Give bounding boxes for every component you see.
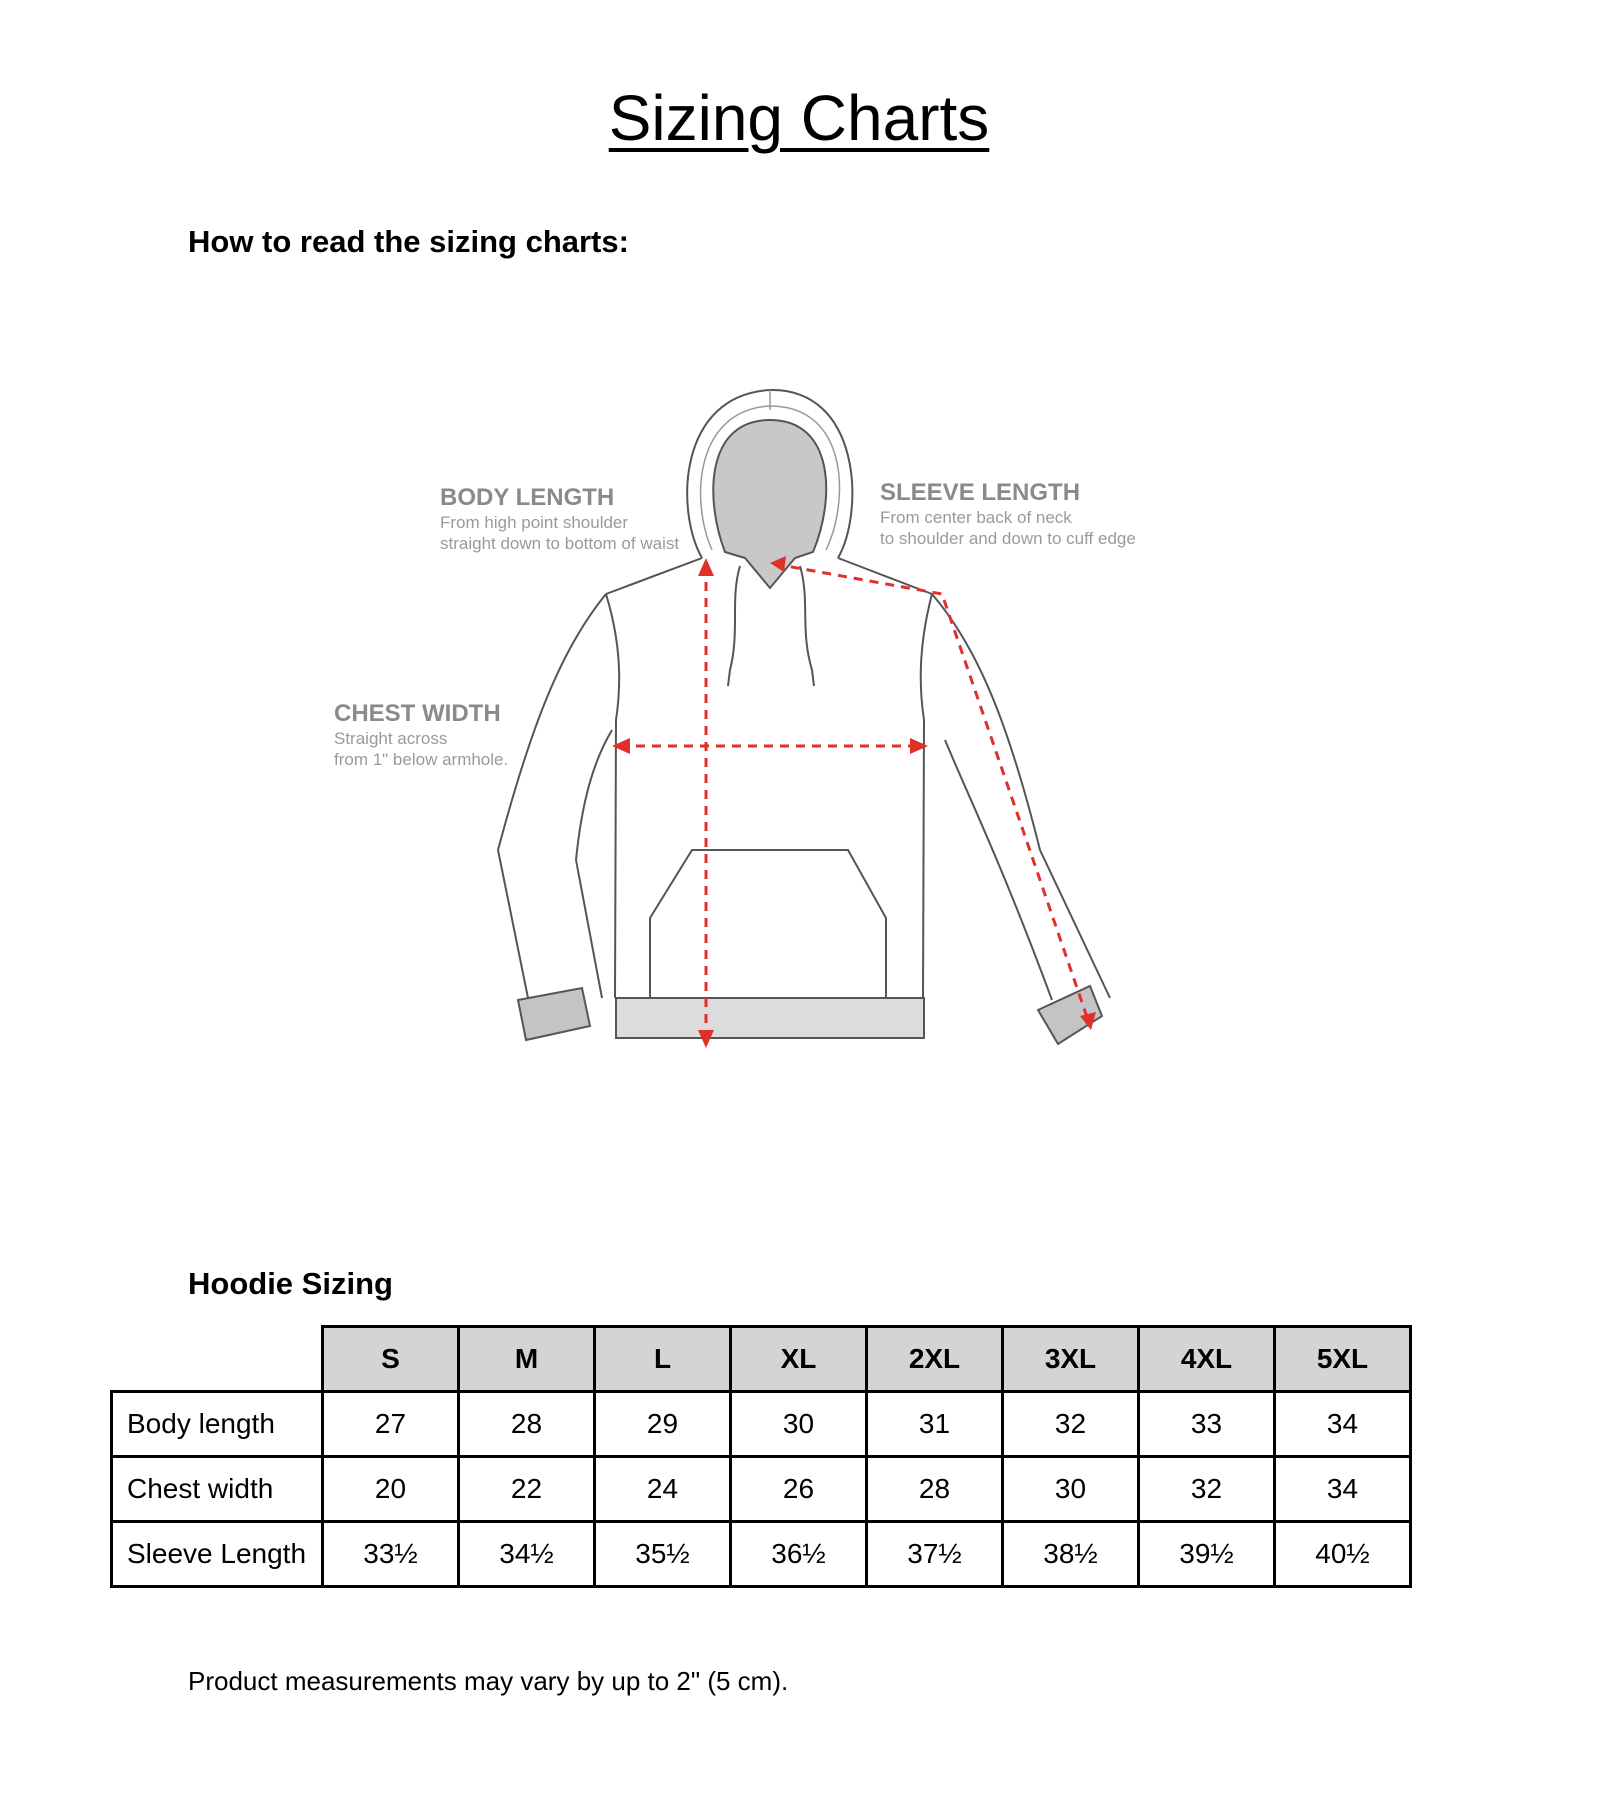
table-cell: 34½	[459, 1522, 595, 1587]
table-cell: 38½	[1003, 1522, 1139, 1587]
table-cell: 26	[731, 1457, 867, 1522]
chest-width-desc-2: from 1" below armhole.	[334, 750, 509, 769]
measurement-footnote: Product measurements may vary by up to 2" (5 cm).	[188, 1666, 789, 1696]
size-header: 5XL	[1275, 1327, 1411, 1392]
table-cell: 31	[867, 1392, 1003, 1457]
table-cell: 32	[1003, 1392, 1139, 1457]
chest-width-title: CHEST WIDTH	[334, 700, 501, 727]
table-row	[112, 1522, 1411, 1587]
size-header: XL	[731, 1327, 867, 1392]
body-length-desc-2: straight down to bottom of waist	[440, 534, 680, 553]
table-cell: 24	[595, 1457, 731, 1522]
body-length-desc-1: From high point shoulder	[440, 513, 629, 532]
row-label: Chest width	[112, 1457, 323, 1522]
table-cell: 28	[459, 1392, 595, 1457]
size-header: M	[459, 1327, 595, 1392]
table-cell: 28	[867, 1457, 1003, 1522]
size-header: 4XL	[1139, 1327, 1275, 1392]
page-title: Sizing Charts	[608, 82, 990, 154]
table-cell: 20	[323, 1457, 459, 1522]
table-corner-cell	[112, 1327, 323, 1392]
table-cell: 33½	[323, 1522, 459, 1587]
size-header: 3XL	[1003, 1327, 1139, 1392]
hoodie-size-table	[110, 1325, 1412, 1588]
sleeve-length-desc-1: From center back of neck	[880, 508, 1072, 527]
table-cell: 27	[323, 1392, 459, 1457]
how-to-read-heading: How to read the sizing charts:	[188, 224, 629, 259]
table-cell: 33	[1139, 1392, 1275, 1457]
table-cell: 32	[1139, 1457, 1275, 1522]
table-row	[112, 1392, 1411, 1457]
row-label: Sleeve Length	[112, 1522, 323, 1587]
table-cell: 34	[1275, 1392, 1411, 1457]
table-cell: 40½	[1275, 1522, 1411, 1587]
table-cell: 35½	[595, 1522, 731, 1587]
body-length-label	[440, 484, 679, 554]
table-row	[112, 1457, 1411, 1522]
table-header-row	[112, 1327, 1411, 1392]
row-label: Body length	[112, 1392, 323, 1457]
sleeve-length-desc-2: to shoulder and down to cuff edge	[880, 529, 1136, 548]
table-cell: 30	[731, 1392, 867, 1457]
table-cell: 39½	[1139, 1522, 1275, 1587]
sleeve-length-label	[880, 479, 1136, 549]
sleeve-length-title: SLEEVE LENGTH	[880, 479, 1081, 506]
size-header: L	[595, 1327, 731, 1392]
body-length-title: BODY LENGTH	[440, 484, 615, 511]
table-cell: 29	[595, 1392, 731, 1457]
hoodie-sizing-heading: Hoodie Sizing	[188, 1266, 393, 1301]
table-cell: 30	[1003, 1457, 1139, 1522]
table-cell: 34	[1275, 1457, 1411, 1522]
table-cell: 22	[459, 1457, 595, 1522]
size-header: 2XL	[867, 1327, 1003, 1392]
chest-width-label	[334, 700, 508, 770]
chest-width-desc-1: Straight across	[334, 729, 448, 748]
size-header: S	[323, 1327, 459, 1392]
table-cell: 37½	[867, 1522, 1003, 1587]
table-cell: 36½	[731, 1522, 867, 1587]
